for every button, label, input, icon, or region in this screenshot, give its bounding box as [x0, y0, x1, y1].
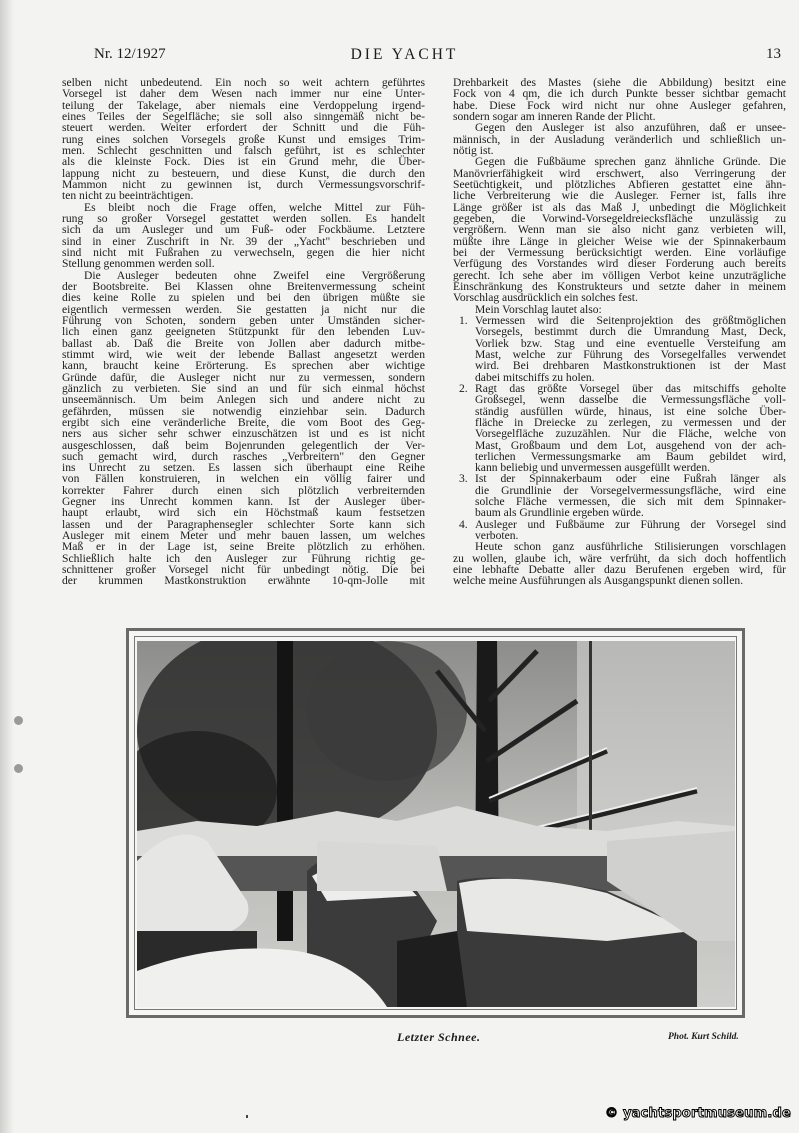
text-line: Drehbarkeit des Mastes (siehe die Abbildung) besitzt eine — [453, 76, 786, 89]
text-line: zu wollen, glaube ich, wäre verfrüht, da sich doch hoffentlich — [453, 551, 786, 565]
photo-credit: Phot. Kurt Schild. — [668, 1032, 739, 1042]
list-number: 3. — [459, 472, 468, 486]
text-line: teilung der Takelage, aber niemals eine Verdoppelung irgend- — [62, 98, 425, 112]
text-line: wird. Bei drehbaren Mastkonstruktionen ist der Mast — [475, 359, 786, 373]
text-line: sind in einer Zuschrift in Nr. 39 der „Yacht" beschrieben und — [62, 234, 425, 248]
issue-number: Nr. 12/1927 — [94, 46, 166, 62]
text-line: Einschränkung des Konstrukteurs und setzte daher in meinem — [453, 279, 786, 293]
punch-hole — [14, 764, 23, 773]
text-line: dabei mitschiffs zu holen. — [475, 370, 595, 384]
text-column-right — [453, 77, 786, 587]
text-line: haupt erlaubt, wird sich ein Höchstmaß kaum festsetzen — [62, 506, 425, 520]
text-line: Mast, welche zur Führung des Vorsegelfalles verwendet — [475, 347, 786, 361]
text-line: schnittener großer Vorsegel nicht für unbedingt nötig. Die bei — [62, 563, 425, 577]
text-line: bei der Vermessung berücksichtigt werden. Eine vorläufige — [453, 245, 786, 259]
text-line: Länge größer ist als das Maß J, unbedingt die Möglichkeit — [453, 200, 786, 214]
text-line: Mein Vorschlag lautet also: — [475, 302, 602, 316]
paragraph — [62, 270, 425, 587]
paragraph — [453, 122, 786, 156]
text-line: ständig ausfüllen würde, hinaus, ist eine solche Über- — [475, 404, 786, 418]
list-item — [453, 315, 786, 383]
list-item — [453, 383, 786, 474]
text-line: ergibt sich eine veränderliche Breite, die vom Boot des Geg- — [62, 415, 425, 429]
text-line: vergrößern. Wenn man sie also nicht ganz verbieten will, — [453, 223, 786, 237]
text-line: dies keine Rolle zu spielen und bei den übrigen müßte sie — [62, 291, 425, 305]
list-item — [453, 519, 786, 542]
text-line: men. Schlecht geschnitten und falsch geführt, ist es schlechter — [62, 143, 425, 157]
text-line: Vorliek bzw. Stag und eine eventuelle Versteifung am — [475, 336, 786, 350]
paragraph — [453, 541, 786, 586]
text-line: eigentlich vermessen werden. Sie gestatten ja nicht nur die — [62, 302, 425, 316]
text-line: Gründe dafür, die Ausleger nicht nur zu vermessen, sondern — [62, 370, 425, 384]
text-line: Mast, Großbaum und dem Lot, ausgehend von der ach- — [475, 438, 786, 452]
text-line: gänzlich zu verbieten. Sie sind an und für sich einmal höchst — [62, 381, 425, 395]
text-line: lappung nicht zu besteuern, und diese Kunst, die durch den — [62, 166, 425, 180]
text-line: unseemännisch. Um beim Anlegen sich und andere nicht zu — [62, 393, 425, 407]
text-line: Ausleger und Fußbäume zur Führung der Vorsegel sind — [475, 517, 786, 531]
text-line: welche meine Ausführungen als Ausgangspunkt dienen sollen. — [453, 574, 744, 588]
text-line: Vorschlag ausdrücklich ein solches fest. — [453, 291, 638, 305]
text-line: Maß er in der Lage ist, seine Breite plötzlich zu erhöhen. — [62, 540, 425, 554]
text-line: selben nicht unbedeutend. Ein noch so weit achtern geführtes — [62, 76, 425, 89]
text-line: stimmt wird, wie weit der lebende Ballast angesetzt werden — [62, 347, 425, 361]
text-line: solche Fläche vermessen, die sich mit dem Spinnaker- — [475, 495, 786, 509]
text-line: Mammon nicht zu gewinnen ist, durch Vermessungsvorschrif- — [62, 177, 425, 191]
text-line: verboten. — [475, 529, 519, 543]
page-number: 13 — [766, 46, 781, 62]
text-line: ins Unrecht zu setzen. Es lassen sich überhaupt eine Reihe — [62, 461, 425, 475]
text-line: sind nicht mit Fußrahen zu verwechseln, gegen die hier nicht — [62, 245, 425, 259]
text-line: gerecht. Ich sehe aber im völligen Verbot keine unzuträgliche — [453, 268, 786, 282]
text-line: fläche in Dreiecke zu zerlegen, zu vermessen und der — [475, 415, 786, 429]
text-line: terlichen Vermessungsmarke am Baum gebildet wird, — [475, 449, 786, 463]
text-line: ausgeschlossen, daß beim Bojenrunden gelegentlich der Ver- — [62, 438, 425, 452]
punch-hole — [14, 716, 23, 725]
photo-caption: Letzter Schnee. — [397, 1030, 481, 1044]
text-line: Vermessen wird die Seitenprojektion des größtmöglichen — [475, 313, 786, 327]
text-line: Heute schon ganz ausführliche Stilisierungen vorschlagen — [475, 540, 786, 554]
photo-snow-covered-boats — [137, 641, 735, 1007]
text-line: Fock von 4 qm, die ich durch Punkte besser sichtbar gemacht — [453, 87, 786, 101]
text-line: Vorsegels, bestimmt durch die Umrandung Mast, Deck, — [475, 325, 786, 339]
list-number: 4. — [459, 517, 468, 531]
text-line: Großsegel, wenn dasselbe die Vermessungsfläche voll- — [475, 393, 786, 407]
text-line: Die Ausleger bedeuten ohne Zweifel eine Vergrößerung — [84, 268, 425, 282]
text-line: Vorsegel ist daher dem Wesen nach immer nur eine Unter- — [62, 87, 425, 101]
text-column-left — [62, 77, 425, 587]
paragraph — [62, 202, 425, 270]
text-line: sondern sogar am inneren Rande der Plicht. — [453, 109, 656, 123]
text-line: gegeben, die Vorwind-Vorsegeldreiecksfläche unzulässig zu — [453, 211, 786, 225]
text-line: Vorsegelfläche zuzuzählen. Nur die Fläche, welche von — [475, 427, 786, 441]
paragraph — [453, 77, 786, 122]
text-line: sich da um Ausleger und um Fuß- oder Fockbäume. Letztere — [62, 223, 425, 237]
paragraph — [62, 77, 425, 202]
text-line: kann beliebig und unvermessen ausgefüllt werden. — [475, 461, 711, 475]
text-line: als die kleinste Fock. Dies ist ein Grund mehr, die Über- — [62, 155, 425, 169]
text-line: ners aus sicher sehr schwer einzuschätzen ist und es ist nicht — [62, 427, 425, 441]
text-line: steuert werden. Weiter erfordert der Schnitt und die Füh- — [62, 121, 425, 135]
text-line: eine lebhafte Debatte aller dazu Berufenen ergeben wird, für — [453, 563, 786, 577]
text-line: Stellung genommen werden soll. — [62, 257, 215, 271]
text-line: korrekter Fahrer durch einen sich plötzlich verbreiternden — [62, 483, 425, 497]
text-line: ten nicht zu beeinträchtigen. — [62, 189, 194, 203]
text-line: Ist der Spinnakerbaum oder eine Fußrah länger als — [475, 472, 786, 486]
text-line: ballast ab. Daß die Breite von Jollen aber dadurch mitbe- — [62, 336, 425, 350]
text-line: Es bleibt noch die Frage offen, welche Mittel zur Füh- — [84, 200, 425, 214]
text-line: gefährden, müssen sie notwendig einziehbar sein. Dadurch — [62, 404, 425, 418]
text-line: rung so großer Vorsegel gestattet werden sollen. Es handelt — [62, 211, 425, 225]
watermark: © yachtsportmuseum.de — [605, 1106, 791, 1121]
text-line: rung eines solchen Vorsegels große Kunst und emsiges Trim- — [62, 132, 425, 146]
text-line: Ausleger mit einem Meter und mehr bauen lassen, um welches — [62, 529, 425, 543]
text-line: von Fällen konstruieren, in welchen ein völlig fairer und — [62, 472, 425, 486]
text-line: der Bootsbreite. Bei Klassen ohne Breitenvermessung scheint — [62, 279, 425, 293]
text-line: Seetüchtigkeit, und plötzliches Abfieren gestattet eine ähn- — [453, 177, 786, 191]
text-line: Manövrierfähigkeit wird erschwert, also Verringerung der — [453, 166, 786, 180]
list-number: 1. — [459, 313, 468, 327]
text-line: lassen und der Paragraphensegler schlechter Sorte kann sich — [62, 517, 425, 531]
text-line: kann, braucht keine Erörterung. Es sprechen aber wichtige — [62, 359, 425, 373]
text-line: baum als Grundlinie ergeben würde. — [475, 506, 644, 520]
text-line: Gegen den Ausleger ist also anzuführen, daß er unsee- — [475, 121, 786, 135]
text-line: habe. Diese Fock wird nicht nur ohne Ausleger gefahren, — [453, 98, 786, 112]
text-line: liche Verbreiterung wie die Ausleger. Ferner ist, falls ihre — [453, 189, 786, 203]
list-number: 2. — [459, 381, 468, 395]
text-line: der krummen Mastkonstruktion erwähnte 10-qm-Jolle mit — [62, 574, 425, 588]
text-line: Ragt das größte Vorsegel über das mitschiffs geholte — [475, 381, 786, 395]
paragraph — [453, 156, 786, 303]
text-line: such gemacht wird, durch rasches „Verbreitern" den Gegner — [62, 449, 425, 463]
text-line: Verfügung des Vorstandes wird dieser Forderung auch bereits — [453, 257, 786, 271]
text-line: männisch, in der Ausladung veränderlich und schließlich un- — [453, 132, 786, 146]
magazine-title: DIE YACHT — [350, 46, 459, 63]
text-line: eines Teiles der Segelfläche; sie soll also sinngemäß nicht be- — [62, 109, 425, 123]
text-line: Führung von Schoten, sondern geben unter Umständen sicher- — [62, 313, 425, 327]
text-line: lich einen ganz geeigneten Stützpunkt für den lebenden Luv- — [62, 325, 425, 339]
text-line: Gegner ins Unrecht kommen kann. Ist der Ausleger über- — [62, 495, 425, 509]
text-line: Schließlich halte ich den Ausleger zur Führung richtig ge- — [62, 551, 425, 565]
speck — [246, 1115, 248, 1118]
text-line: nötig ist. — [453, 143, 494, 157]
page-binding-edge — [0, 0, 14, 1133]
text-line: die Grundlinie der Vorsegelvermessungsfläche, wird eine — [475, 483, 786, 497]
list-item — [453, 473, 786, 518]
text-line: müßte ihre Länge in gleicher Weise wie der Spinnakerbaum — [453, 234, 786, 248]
text-line: Gegen die Fußbäume sprechen ganz ähnliche Gründe. Die — [475, 155, 786, 169]
